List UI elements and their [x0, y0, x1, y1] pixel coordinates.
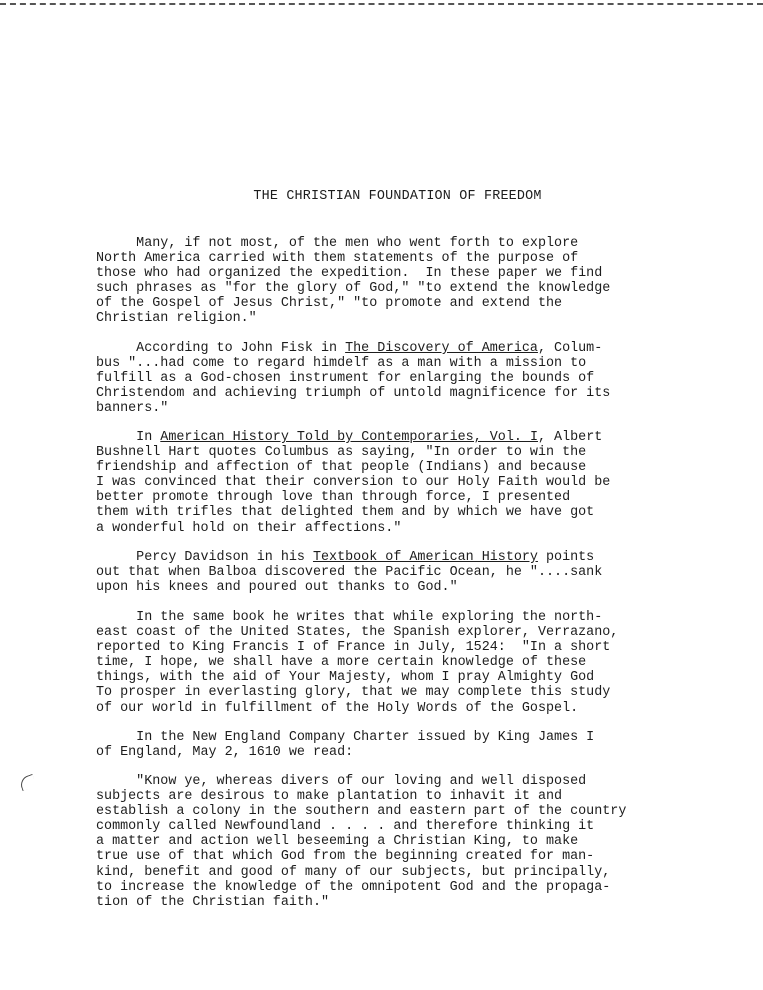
paragraph-1 — [96, 236, 706, 327]
p1-line: of the Gospel of Jesus Christ," "to promote and extend the — [96, 296, 563, 312]
p5-line: In the same book he writes that while exploring the north- — [96, 610, 603, 625]
p6-line: of England, May 2, 1610 we read: — [96, 745, 354, 761]
p3-lead: In — [96, 430, 161, 445]
p1-line: Many, if not most, of the men who went forth to explore — [96, 236, 579, 251]
p4-line: out that when Balboa discovered the Pacific Ocean, he "....sank — [96, 565, 603, 581]
p6-line: In the New England Company Charter issued by King James I — [96, 730, 595, 745]
document-title: THE CHRISTIAN FOUNDATION OF FREEDOM — [253, 189, 542, 204]
p5-line: reported to King Francis I of France in July, 1524: "In a short — [96, 640, 611, 656]
p5-line: things, with the aid of Your Majesty, whom I pray Almighty God — [96, 670, 595, 686]
p3-line: them with trifles that delighted them and by which we have got — [96, 505, 595, 521]
paragraph-3 — [96, 430, 706, 536]
p5-line: To prosper in everlasting glory, that we may complete this study — [96, 685, 611, 701]
p4-line: upon his knees and poured out thanks to God." — [96, 580, 458, 596]
p2-line: bus "...had come to regard himdelf as a man with a mission to — [96, 356, 587, 372]
p7-line: tion of the Christian faith." — [96, 894, 330, 910]
book-title-textbook-american-history: Textbook of American History — [312, 550, 538, 565]
p5-line: of our world in fulfillment of the Holy Words of the Gospel. — [96, 700, 579, 716]
margin-pencil-mark — [18, 774, 37, 791]
p4-after: points — [537, 550, 595, 565]
p7-line: a matter and action well beseeming a Christian King, to make — [96, 834, 579, 850]
book-title-discovery-of-america: The Discovery of America — [345, 341, 538, 356]
p3-after: , Albert — [537, 430, 603, 445]
p2-after: , Colum- — [537, 341, 603, 356]
p3-line: better promote through love than through force, I presented — [96, 490, 571, 506]
paragraph-5 — [96, 610, 706, 716]
p4-lead: Percy Davidson in his — [96, 550, 313, 565]
paragraph-2 — [96, 341, 706, 416]
p2-line: banners." — [96, 401, 169, 417]
p3-line: friendship and affection of that people (Indians) and because — [96, 460, 587, 476]
p1-line: Christian religion." — [96, 311, 257, 327]
p1-line: such phrases as "for the glory of God," "to extend the knowledge — [96, 281, 611, 297]
p5-line: time, I hope, we shall have a more certain knowledge of these — [96, 655, 587, 671]
top-dashed-rule — [0, 3, 763, 5]
p1-line: those who had organized the expedition. In these paper we find — [96, 266, 603, 282]
p2-line: Christendom and achieving triumph of untold magnificence for its — [96, 386, 611, 402]
p7-line: "Know ye, whereas divers of our loving and well disposed — [96, 774, 587, 789]
p1-line: North America carried with them statements of the purpose of — [96, 251, 579, 267]
p2-lead: According to John Fisk in — [96, 341, 346, 356]
paragraph-4 — [96, 550, 706, 595]
p7-line: kind, benefit and good of many of our subjects, but principally, — [96, 864, 611, 880]
paragraph-7 — [96, 774, 706, 910]
p7-line: to increase the knowledge of the omnipotent God and the propaga- — [96, 879, 611, 895]
p5-line: east coast of the United States, the Spanish explorer, Verrazano, — [96, 625, 619, 641]
p7-line: subjects are desirous to make plantation to inhavit it and — [96, 789, 563, 805]
p7-line: commonly called Newfoundland . . . . and therefore thinking it — [96, 819, 595, 835]
p3-line: I was convinced that their conversion to our Holy Faith would be — [96, 475, 611, 491]
p7-line: true use of that which God from the beginning created for man- — [96, 849, 595, 865]
p3-line: a wonderful hold on their affections." — [96, 520, 402, 536]
p3-line: Bushnell Hart quotes Columbus as saying, "In order to win the — [96, 445, 587, 461]
p7-line: establish a colony in the southern and eastern part of the country — [96, 804, 627, 820]
paragraph-6 — [96, 730, 706, 760]
book-title-american-history-told: American History Told by Contemporaries, Vol. I — [160, 430, 538, 445]
p2-line: fulfill as a God-chosen instrument for enlarging the bounds of — [96, 371, 595, 387]
